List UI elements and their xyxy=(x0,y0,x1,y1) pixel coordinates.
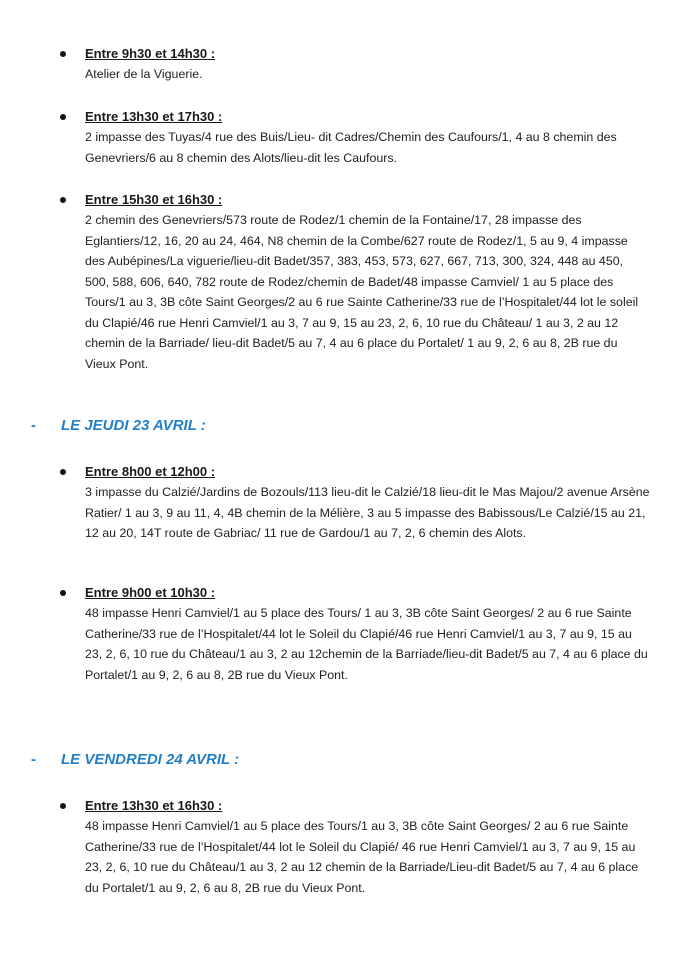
schedule-entry xyxy=(60,190,650,374)
bullet-icon xyxy=(60,469,66,475)
entry-time: Entre 9h00 et 10h30 : xyxy=(85,585,216,600)
schedule-entry xyxy=(60,583,650,685)
day-heading-text: LE JEUDI 23 AVRIL : xyxy=(61,417,206,434)
entry-addresses: 2 chemin des Genevriers/573 route de Rodez/1 chemin de la Fontaine/17, 28 impasse des Eglantiers/12, 16, 20 au 24, 464, N8 chemin de la Combe/627 route de Rodez/1, 5 au 9, 4 impasse des Aubépines/La viguerie/lieu-dit Badet/357, 383, 453, 573, 627, 667, 713, 300, 324, 448 au 450, 500, 588, 606, 640, 782 route de Rodez/chemin de Badet/48 impasse Camviel/ 1 au 5 place des Tours/1 au 3, 3B côte Saint Georges/2 au 6 rue Sainte Catherine/33 rue de l’Hospitalet/44 lot le soleil du Clapié/46 rue Henri Camviel/1 au 3, 7 au 9, 15 au 23, 2, 6, 10 rue du Château/ 1 au 3, 2 au 12 chemin de la Barriade/ lieu-dit Badet/5 au 7, 4 au 6 place du Portalet/ 1 au 9, 2, 6 au 8, 2B rue du Vieux Pont. xyxy=(85,213,639,371)
entry-addresses: Atelier de la Viguerie. xyxy=(85,67,203,81)
day-heading xyxy=(31,750,239,770)
entry-time: Entre 13h30 et 16h30 : xyxy=(85,798,223,813)
entry-addresses: 48 impasse Henri Camviel/1 au 5 place des Tours/1 au 3, 3B côte Saint Georges/ 2 au 6 rue Sainte Catherine/33 rue de l’Hospitalet/44 lot le Soleil du Clapié/ 46 rue Henri Camviel/1 au 3, 7 au 9, 15 au 23, 2, 6, 10 rue du Château/1 au 3, 2 au 12 chemin de la Barriade/Lieu-dit Badet/5 au 7, 4 au 6 place du Portalet/1 au 9, 2, 6 au 8, 2B rue du Vieux Pont. xyxy=(85,819,639,895)
bullet-icon xyxy=(60,114,66,120)
entry-addresses: 3 impasse du Calzié/Jardins de Bozouls/113 lieu-dit le Calzié/18 lieu-dit le Mas Majou/2 avenue Arsène Ratier/ 1 au 3, 9 au 11, 4, 4B chemin de la Mélière, 3 au 5 impasse des Babissous/Le Calzié/15 au 21, 12 au 20, 14T route de Gabriac/ 11 rue de Gardou/1 au 7, 2, 6 chemin des Alots. xyxy=(85,485,650,540)
entry-time: Entre 15h30 et 16h30 : xyxy=(85,192,223,207)
entry-time: Entre 9h30 et 14h30 : xyxy=(85,46,216,61)
bullet-icon xyxy=(60,590,66,596)
entry-addresses: 48 impasse Henri Camviel/1 au 5 place des Tours/ 1 au 3, 3B côte Saint Georges/ 2 au 6 rue Sainte Catherine/33 rue de l’Hospitalet/44 lot le Soleil du Clapié/46 rue Henri Camviel/1 au 3, 7 au 9, 15 au 23, 2, 6, 10 rue du Château/1 au 3, 2 au 12chemin de la Barriade/lieu-dit Badet/5 au 7, 4 au 6 place du Portalet/1 au 9, 2, 6 au 8, 2B rue du Vieux Pont. xyxy=(85,606,648,682)
heading-dash: - xyxy=(31,751,36,768)
schedule-entry xyxy=(60,796,650,898)
heading-dash: - xyxy=(31,417,36,434)
bullet-icon xyxy=(60,803,66,809)
day-heading-text: LE VENDREDI 24 AVRIL : xyxy=(61,751,240,768)
bullet-icon xyxy=(60,51,66,57)
schedule-entry xyxy=(60,462,650,544)
schedule-entry xyxy=(60,44,650,85)
schedule-entry xyxy=(60,107,650,168)
entry-addresses: 2 impasse des Tuyas/4 rue des Buis/Lieu- dit Cadres/Chemin des Caufours/1, 4 au 8 chemin des Genevriers/6 au 8 chemin des Alots/lieu-dit les Caufours. xyxy=(85,130,617,165)
entry-time: Entre 8h00 et 12h00 : xyxy=(85,464,216,479)
bullet-icon xyxy=(60,197,66,203)
entry-time: Entre 13h30 et 17h30 : xyxy=(85,109,223,124)
day-heading xyxy=(31,416,206,436)
